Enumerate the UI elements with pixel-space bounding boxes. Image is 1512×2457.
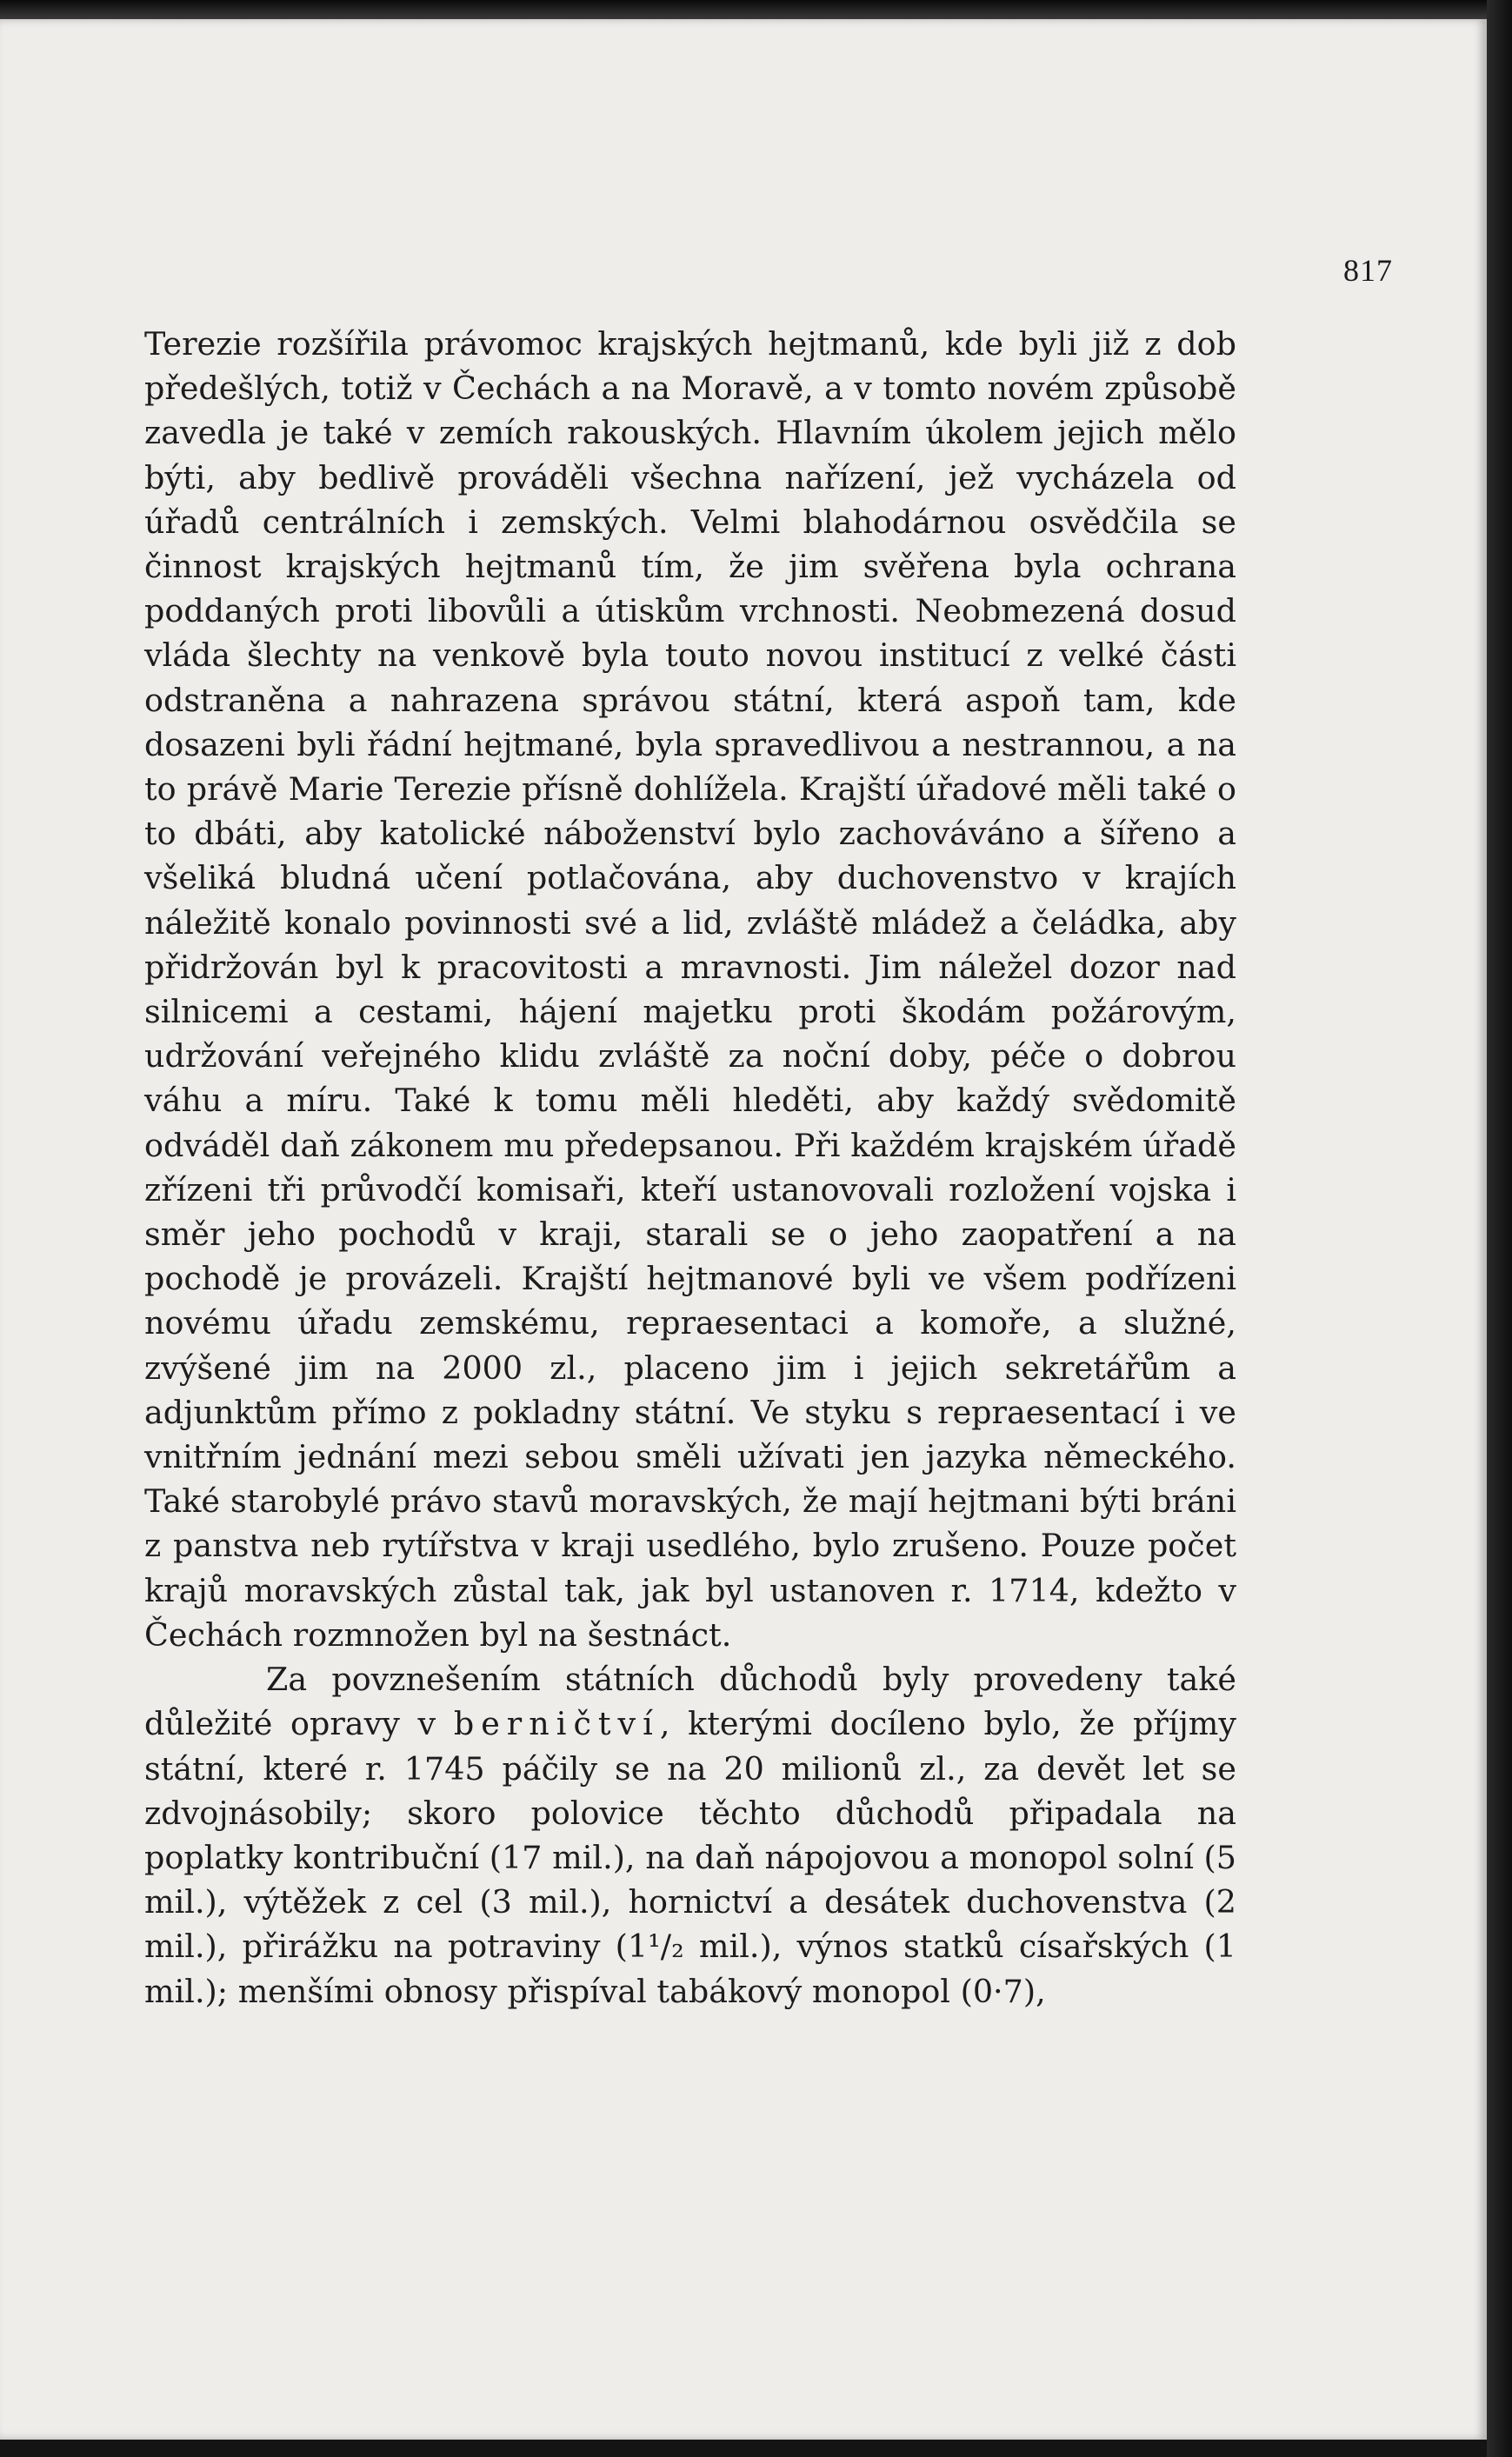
scan-right-edge	[1487, 0, 1512, 2457]
paragraph-2	[144, 1657, 1236, 2014]
paragraph-text: Za povznešením státních důchodů byly provedeny také důležité opravy v	[144, 1661, 1236, 1743]
page-number: 817	[1343, 253, 1393, 288]
body-text	[144, 322, 1236, 2014]
scan-top-edge	[0, 0, 1512, 19]
paragraph-text: , kterými docíleno bylo, že příjmy státní, které r. 1745 páčily se na 20 milionů zl., za devět let se zdvojnásobily; skoro polovice těchto důchodů připadala na poplatky kontribuční (17 mil.), na daň nápojovou a monopol solní (5 mil.), výtěžek z cel (3 mil.), hornictví a desátek duchovenstva (2 mil.), přirážku na potraviny (1¹/₂ mil.), výnos statků císařských (1 mil.); menšími obnosy přispíval tabákový monopol (0·7),	[144, 1705, 1236, 2010]
paragraph-text: Terezie rozšířila právomoc krajských hejtmanů, kde byli již z dob předešlých, totiž v Čechách a na Moravě, a v tomto novém způsobě zavedla je také v zemích rakouských. Hlavním úkolem jejich mělo býti, aby bedlivě prováděli všechna nařízení, jež vycházela od úřadů centrálních i zemských. Velmi blahodárnou osvědčila se činnost krajských hejtmanů tím, že jim svěřena byla ochrana poddaných proti libovůli a útiskům vrchnosti. Neobmezená dosud vláda šlechty na venkově byla touto novou institucí z velké části odstraněna a nahrazena správou státní, která aspoň tam, kde dosazeni byli řádní hejtmané, byla spravedlivou a nestrannou, a na to právě Marie Terezie přísně dohlížela. Krajští úřadové měli také o to dbáti, aby katolické náboženství bylo zachováváno a šířeno a všeliká bludná učení potlačována, aby duchovenstvo v krajích náležitě konalo povinnosti své a lid, zvláště mládež a čeládka, aby přidržován byl k pracovitosti a mravnosti. Jim náležel dozor nad silnicemi a cestami, hájení majetku proti škodám požárovým, udržování veřejného klidu zvláště za noční doby, péče o dobrou váhu a míru. Také k tomu měli hleděti, aby každý svědomitě odváděl daň zákonem mu předepsanou. Při každém krajském úřadě zřízeni tři průvodčí komisaři, kteří ustanovovali rozložení vojska i směr jeho pochodů v kraji, starali se o jeho zaopatření a na pochodě je provázeli. Krajští hejtmanové byli ve všem podřízeni novému úřadu zemskému, repraesentaci a komoře, a služné, zvýšené jim na 2000 zl., placeno jim i jejich sekretářům a adjunktům přímo z pokladny státní. Ve styku s repraesentací i ve vnitřním jednání mezi sebou směli užívati jen jazyka německého. Také starobylé právo stavů moravských, že mají hejtmani býti bráni z panstva neb rytířstva v kraji usedlého, bylo zrušeno. Pouze počet krajů moravských zůstal tak, jak byl ustanoven r. 1714, kdežto v Čechách rozmnožen byl na šestnáct.	[144, 325, 1236, 1654]
spaced-term: berničtví	[453, 1705, 660, 1743]
paragraph-1	[144, 322, 1236, 1657]
